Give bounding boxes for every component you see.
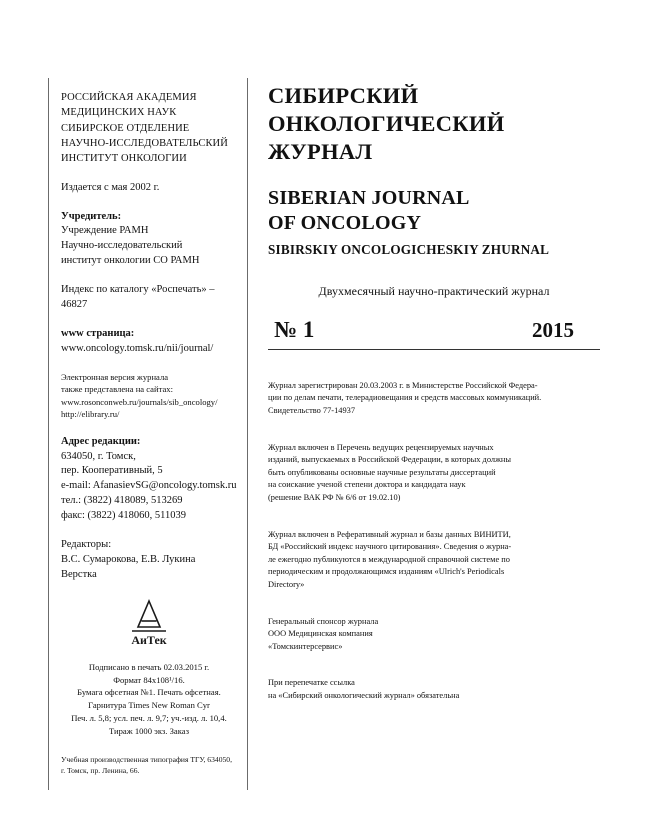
imprint-line: Гарнитура Times New Roman Cyr	[88, 700, 210, 711]
imprint-line: Тираж 1000 экз. Заказ	[109, 726, 189, 737]
sponsor-note	[268, 616, 600, 654]
website-block	[61, 327, 237, 357]
right-title-column	[268, 82, 600, 703]
electronic-url[interactable]: www.rosonconweb.ru/journals/sib_oncology/	[61, 396, 218, 407]
academy-line: НАУЧНО-ИССЛЕДОВАТЕЛЬСКИЙ	[61, 137, 228, 149]
viniti-line: ле ежегодно публикуются в международной справочной системе по	[268, 554, 510, 564]
imprint-line: Подписано в печать 02.03.2015 г.	[88, 661, 210, 672]
editors-block	[61, 538, 237, 583]
viniti-line: Журнал включен в Реферативный журнал и базы данных ВИНИТИ,	[268, 529, 511, 539]
sponsor-line: Генеральный спонсор журнала	[268, 616, 379, 626]
founder-line: Учреждение РАМН	[61, 225, 149, 237]
sponsor-line: «Томскинтерсервис»	[268, 641, 343, 651]
journal-title-translit: SIBIRSKIY ONCOLOGICHESKIY ZHURNAL	[268, 241, 550, 257]
printer-line: г. Томск, пр. Ленина, 66.	[61, 766, 140, 776]
title-en-line: SIBERIAN JOURNAL	[268, 186, 470, 209]
registration-line: Свидетельство 77-14937	[268, 405, 356, 415]
electronic-line: Электронная версия журнала	[61, 371, 169, 382]
reprint-note	[268, 677, 600, 702]
issue-year: 2015	[532, 317, 574, 342]
editors-names: В.С. Сумарокова, Е.В. Лукина	[61, 553, 196, 565]
address-line: 634050, г. Томск,	[61, 450, 136, 462]
title-en-line: OF ONCOLOGY	[268, 211, 422, 234]
reprint-line: на «Сибирский онкологический журнал» обязательна	[268, 691, 460, 701]
journal-title-en	[268, 186, 600, 236]
imprint-line: Печ. л. 5,8; усл. печ. л. 9,7; уч.-изд. л. 10,4.	[71, 713, 227, 724]
catalog-index	[61, 283, 237, 313]
vak-line: быть опубликованы основные научные результаты диссертаций	[268, 467, 496, 477]
viniti-note	[268, 529, 600, 592]
vak-line: (решение ВАК РФ № 6/6 от 19.02.10)	[268, 492, 401, 502]
address-line: пер. Кооперативный, 5	[61, 465, 163, 477]
published-since-text: Издается с мая 2002 г.	[61, 181, 160, 193]
website-heading: www страница:	[61, 327, 135, 339]
vak-line: на соискание ученой степени доктора и кандидата наук	[268, 480, 466, 490]
title-ru-line: ОНКОЛОГИЧЕСКИЙ ЖУРНАЛ	[268, 110, 505, 164]
registration-note	[268, 380, 600, 418]
title-ru-line: СИБИРСКИЙ	[268, 83, 419, 108]
address-fax: факс: (3822) 418060, 511039	[61, 510, 186, 522]
academy-line: РОССИЙСКАЯ АКАДЕМИЯ	[61, 92, 197, 103]
academy-line: СИБИРСКОЕ ОТДЕЛЕНИЕ	[61, 122, 190, 134]
address-email[interactable]: e-mail: AfanasievSG@oncology.tomsk.ru	[61, 480, 237, 492]
vak-note	[268, 442, 600, 505]
electronic-version-block	[61, 371, 237, 421]
founder-block	[61, 210, 237, 270]
aitek-logo-icon	[120, 597, 178, 649]
founder-line: институт онкологии СО РАМН	[61, 255, 200, 267]
editors-layout: Верстка	[61, 568, 97, 580]
viniti-line: периодическим и продолжающимся изданиям «Ulrich's Periodicals	[268, 567, 505, 577]
sponsor-line: ООО Медицинская компания	[268, 629, 373, 639]
editors-heading: Редакторы:	[61, 539, 112, 551]
printer-block	[61, 754, 237, 776]
imprint-block	[61, 661, 237, 738]
imprint-line: Формат 84х108¹/16.	[113, 674, 185, 685]
electronic-url[interactable]: http://elibrary.ru/	[61, 409, 120, 420]
founder-line: Научно-исследовательский	[61, 240, 183, 252]
imprint-line: Бумага офсетная №1. Печать офсетная.	[77, 687, 221, 698]
issue-row	[268, 317, 600, 350]
printer-line: Учебная производственная типография ТГУ, 634050,	[61, 755, 232, 765]
electronic-line: также представлена на сайтах:	[61, 384, 173, 395]
catalog-index-text: Индекс по каталогу «Роспечать» – 46827	[61, 284, 215, 311]
journal-title-ru	[268, 82, 600, 166]
vak-line: изданий, выпускаемых в Российской Федерации, в которых должны	[268, 455, 511, 465]
academy-line: МЕДИЦИНСКИХ НАУК	[61, 107, 177, 119]
issue-number: № 1	[274, 316, 315, 342]
academy-block	[61, 90, 237, 167]
address-heading: Адрес редакции:	[61, 435, 141, 447]
left-info-column	[48, 78, 248, 790]
reprint-line: При перепечатке ссылка	[268, 678, 355, 688]
vak-line: Журнал включен в Перечень ведущих рецензируемых научных	[268, 442, 494, 452]
editorial-address-block	[61, 435, 237, 524]
publisher-logo-wrap	[61, 597, 237, 655]
founder-heading: Учредитель:	[61, 210, 122, 222]
website-url[interactable]: www.oncology.tomsk.ru/nii/journal/	[61, 342, 214, 354]
journal-subtitle: Двухмесячный научно-практический журнал	[318, 283, 550, 298]
viniti-line: БД «Российский индекс научного цитирования». Сведения о журна-	[268, 542, 512, 552]
published-since	[61, 181, 237, 196]
academy-line: ИНСТИТУТ ОНКОЛОГИИ	[61, 153, 187, 165]
address-phone: тел.: (3822) 418089, 513269	[61, 495, 183, 507]
registration-line: ции по делам печати, телерадиовещания и средств массовых коммуникаций.	[268, 393, 542, 403]
svg-text:АиТек: АиТек	[131, 632, 167, 647]
registration-line: Журнал зарегистрирован 20.03.2003 г. в Министерстве Российской Федера-	[268, 380, 538, 390]
viniti-line: Directory»	[268, 579, 305, 589]
